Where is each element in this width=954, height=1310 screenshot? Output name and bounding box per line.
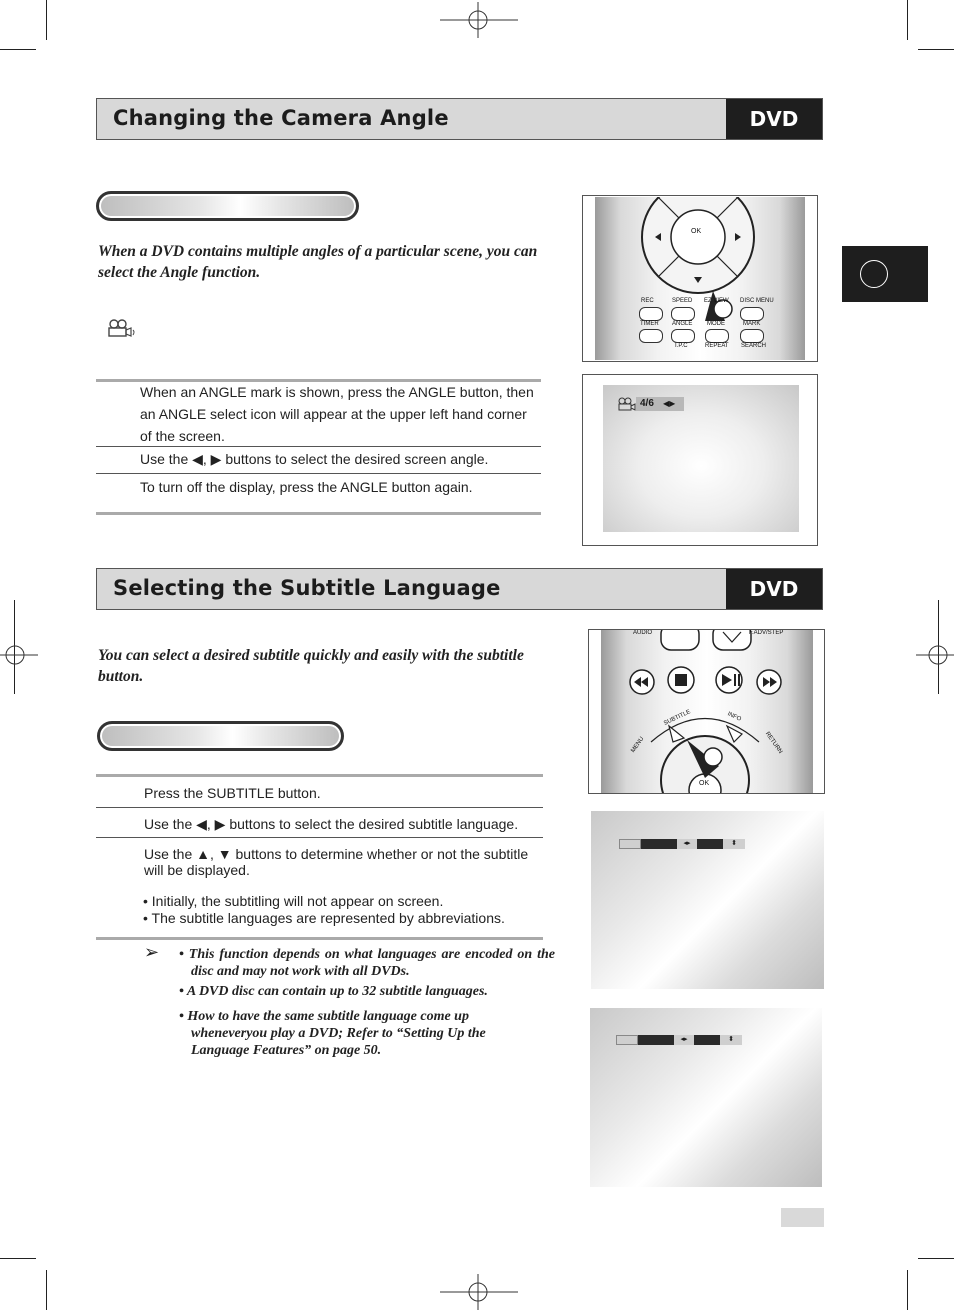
arrow-left-right-icon: ◂▸: [677, 839, 697, 849]
discmenu-button[interactable]: [740, 307, 764, 321]
bullet-1: • Initially, the subtitling will not appear on screen.: [143, 893, 444, 909]
angle-icon: [617, 397, 637, 413]
dvd-badge: DVD: [726, 99, 822, 139]
note-1: • This function depends on what languages are encoded on the disc and may not work with all DVDs.: [179, 947, 555, 979]
info-label: INFO: [726, 711, 742, 723]
crop-mark: [907, 1270, 908, 1310]
intro-text: When a DVD contains multiple angles of a particular scene, you can select the Angle function.: [98, 243, 538, 281]
step-2: Use the ◀, ▶ buttons to select the desired screen angle.: [140, 451, 489, 467]
step-3: Use the ▲, ▼ buttons to determine whether or not the subtitle will be displayed.: [144, 846, 529, 878]
ok-label: OK: [691, 228, 702, 235]
step-1: When an ANGLE mark is shown, press the ANGLE button, then an ANGLE select icon will appear at the upper left hand corner of the screen.: [140, 384, 534, 444]
fadv-label: F.ADV/STEP: [749, 630, 784, 636]
timer-label: TIMER: [640, 321, 659, 327]
crop-mark: [0, 1258, 36, 1259]
mode-label: MODE: [707, 321, 725, 327]
registration-mark: [440, 2, 520, 38]
tv-screen-angle: [582, 374, 818, 546]
note-2: • A DVD disc can contain up to 32 subtitle languages.: [179, 984, 488, 999]
subtitle-icon: [616, 1035, 638, 1045]
ipc-label: I.P.C: [675, 343, 688, 349]
subtitle-osd-bar: [616, 1035, 742, 1045]
divider: [96, 774, 543, 777]
angle-icon: [106, 318, 138, 340]
tv-screen-subtitle-2: [590, 1008, 822, 1187]
arrow-up-down-icon: ⬍: [723, 839, 745, 849]
divider: [96, 512, 541, 515]
angle-indicator: [636, 397, 684, 411]
rec-label: REC: [641, 298, 654, 304]
speed-label: SPEED: [672, 298, 693, 304]
search-label: SEARCH: [741, 343, 767, 349]
return-label: RETURN: [763, 731, 784, 755]
divider: [96, 937, 543, 940]
arrow-left-right-icon: ◂▸: [674, 1035, 694, 1045]
tv-screen-subtitle-1: [591, 811, 824, 989]
heading-pill: [97, 721, 344, 751]
ezview-label: EZ VIEW: [704, 298, 729, 304]
mode-button[interactable]: [705, 329, 729, 343]
arrow-left-right-icon: ◀▶: [663, 399, 676, 408]
crop-mark: [918, 49, 954, 50]
language-field: [641, 839, 677, 849]
crop-mark: [918, 1258, 954, 1259]
step-3: To turn off the display, press the ANGLE button again.: [140, 479, 473, 495]
remote-illustration-subtitle: [588, 629, 825, 794]
subtitle-icon: [619, 839, 641, 849]
speed-button[interactable]: [671, 307, 695, 321]
arrow-up-down-icon: ⬍: [720, 1035, 742, 1045]
crop-mark: [46, 0, 47, 40]
angle-value: 4/6: [640, 398, 654, 409]
registration-mark: [0, 636, 40, 676]
registration-mark: [440, 1274, 520, 1310]
step-2: Use the ◀, ▶ buttons to select the desired subtitle language.: [144, 816, 519, 832]
language-field: [638, 1035, 674, 1045]
subtitle-label: SUBTITLE: [663, 709, 692, 727]
angle-button[interactable]: [671, 329, 695, 343]
step-1: Press the SUBTITLE button.: [144, 785, 321, 801]
timer-button[interactable]: [639, 329, 663, 343]
divider: [96, 473, 541, 474]
section-header-subtitle: [96, 568, 823, 610]
crop-mark: [0, 49, 36, 50]
subtitle-osd-bar: [619, 839, 745, 849]
section-header-camera-angle: [96, 98, 823, 140]
intro-text: You can select a desired subtitle quickly and easily with the subtitle button.: [98, 647, 524, 685]
note-arrow-icon: ➢: [144, 942, 160, 962]
section-title: Changing the Camera Angle: [113, 106, 449, 130]
audio-label: AUDIO: [633, 630, 653, 636]
discmenu-label: DISC MENU: [740, 298, 774, 304]
bullet-2: • The subtitle languages are represented by abbreviations.: [143, 910, 505, 926]
section-title: Selecting the Subtitle Language: [113, 576, 501, 600]
divider: [96, 837, 543, 838]
remote-illustration-angle: [582, 195, 818, 362]
angle-label: ANGLE: [672, 321, 693, 327]
onoff-field: [694, 1035, 720, 1045]
heading-pill: [96, 191, 359, 221]
crop-mark: [46, 1270, 47, 1310]
crop-mark: [907, 0, 908, 40]
page-number-box: [781, 1208, 824, 1227]
registration-mark: [914, 636, 954, 676]
rec-button[interactable]: [639, 307, 663, 321]
repeat-label: REPEAT: [705, 343, 729, 349]
ok-label: OK: [699, 780, 710, 787]
menu-label: MENU: [630, 736, 646, 754]
mark-label: MARK: [743, 321, 761, 327]
note-3: • How to have the same subtitle language come up wheneveryou play a DVD; Refer to “Setting Up the Language Features” on page 50.: [179, 1009, 486, 1058]
divider: [96, 807, 543, 808]
onoff-field: [697, 839, 723, 849]
divider: [96, 446, 541, 447]
mark-button[interactable]: [740, 329, 764, 343]
chapter-tab: [842, 246, 928, 302]
dvd-badge: DVD: [726, 569, 822, 609]
